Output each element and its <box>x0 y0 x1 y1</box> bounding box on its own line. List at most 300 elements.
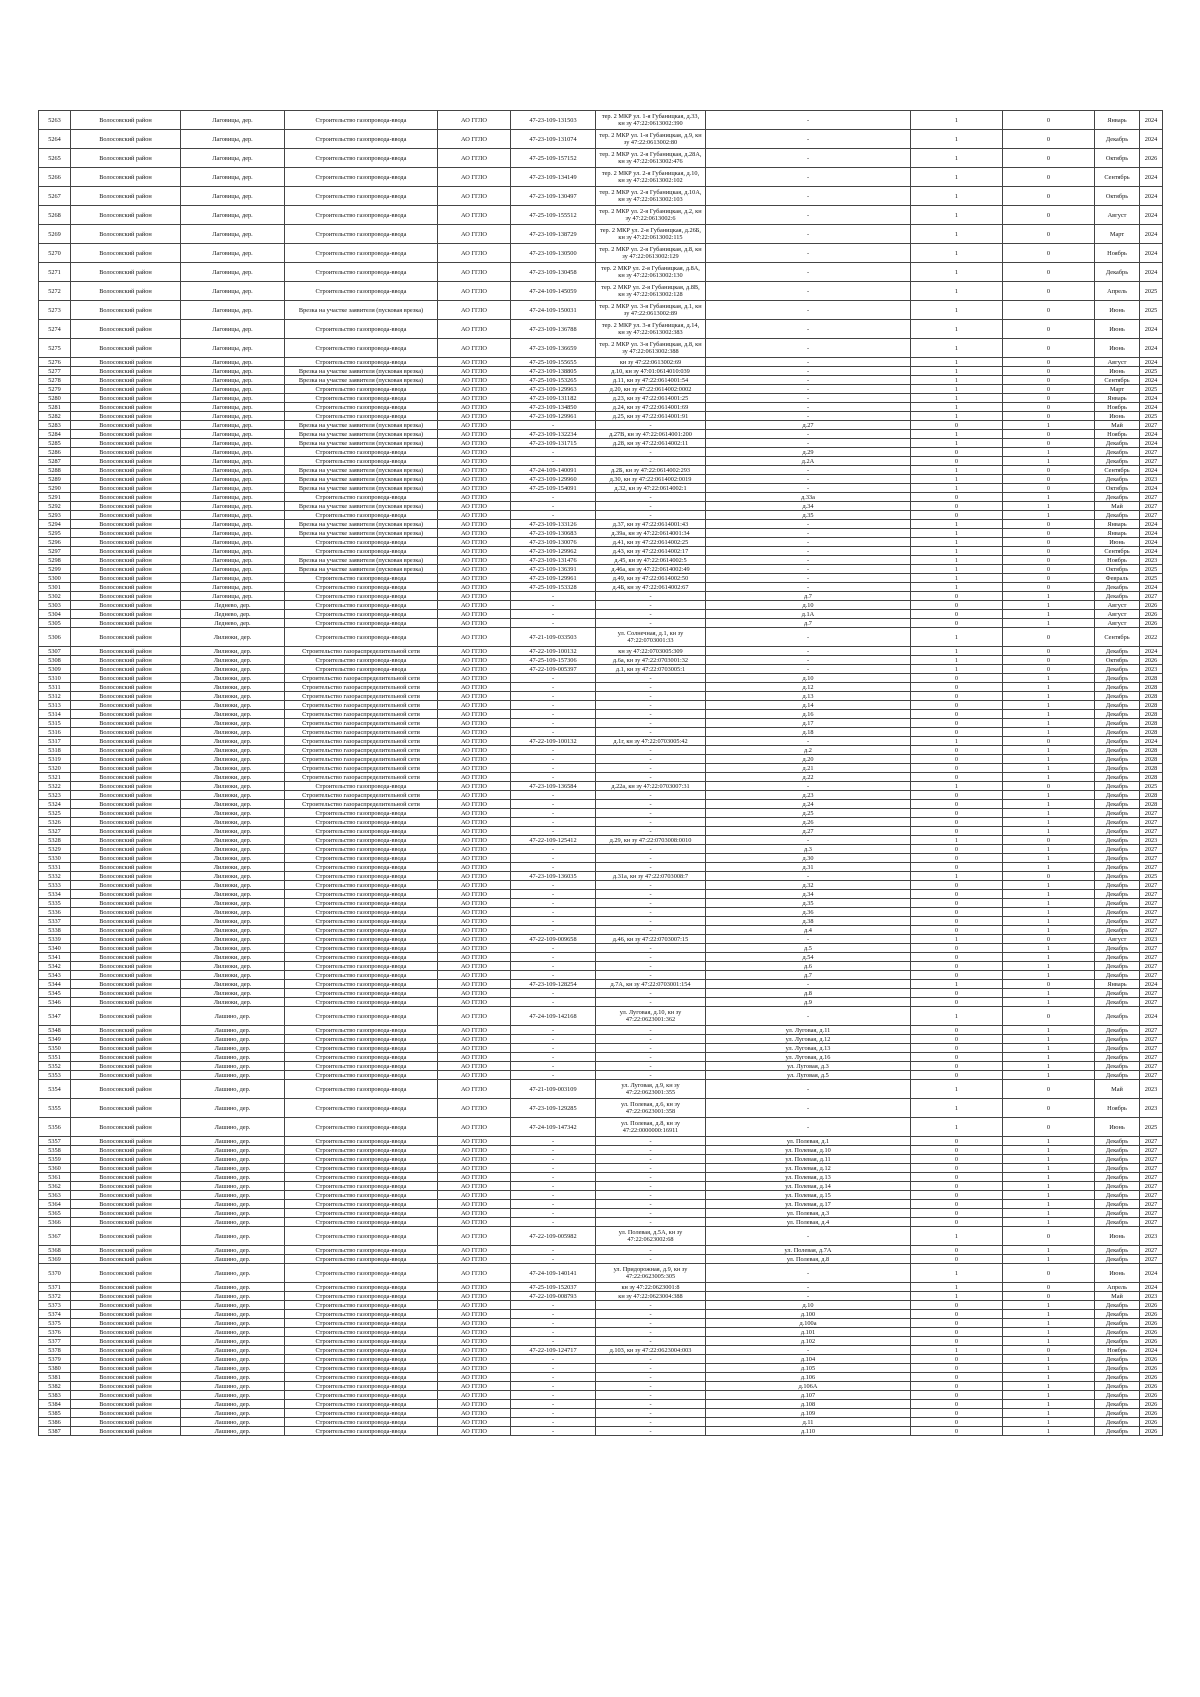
cadastral-address-cell: - <box>596 701 706 710</box>
settlement-cell: Лаговицы, дер. <box>181 547 285 556</box>
work-type-cell: Строительство газопровода-ввода <box>285 538 438 547</box>
row-number-cell: 5316 <box>39 728 71 737</box>
district-cell: Волосовский район <box>71 206 181 225</box>
application-number-cell: 47-25-109-157152 <box>511 149 596 168</box>
flag-b-cell: 0 <box>1003 529 1095 538</box>
flag-a-cell: 0 <box>911 1427 1003 1436</box>
month-cell: Декабрь <box>1095 1373 1140 1382</box>
row-number-cell: 5314 <box>39 710 71 719</box>
application-number-cell: - <box>511 926 596 935</box>
district-cell: Волосовский район <box>71 1255 181 1264</box>
month-cell: Сентябрь <box>1095 547 1140 556</box>
year-cell: 2026 <box>1140 619 1163 628</box>
row-number-cell: 5384 <box>39 1400 71 1409</box>
cadastral-address-cell: - <box>596 809 706 818</box>
cadastral-address-cell: кн зу 47:22:0623004:388 <box>596 1292 706 1301</box>
flag-a-cell: 1 <box>911 206 1003 225</box>
application-number-cell: - <box>511 701 596 710</box>
settlement-cell: Лилиоки, дер. <box>181 755 285 764</box>
district-cell: Волосовский район <box>71 1364 181 1373</box>
flag-a-cell: 1 <box>911 168 1003 187</box>
organization-cell: АО ГГЛО <box>438 683 511 692</box>
district-cell: Волосовский район <box>71 764 181 773</box>
row-number-cell: 5296 <box>39 538 71 547</box>
district-cell: Волосовский район <box>71 538 181 547</box>
flag-a-cell: 1 <box>911 665 1003 674</box>
application-number-cell: - <box>511 1053 596 1062</box>
settlement-cell: Лилиоки, дер. <box>181 863 285 872</box>
month-cell: Декабрь <box>1095 1218 1140 1227</box>
table-row <box>39 764 1163 773</box>
settlement-cell: Лашино, дер. <box>181 1283 285 1292</box>
cadastral-address-cell: д.103, кн зу 47:22:0623004:003 <box>596 1346 706 1355</box>
month-cell: Декабрь <box>1095 791 1140 800</box>
settlement-cell: Лашино, дер. <box>181 1191 285 1200</box>
cadastral-address-cell: - <box>596 944 706 953</box>
application-number-cell: - <box>511 448 596 457</box>
table-row <box>39 1292 1163 1301</box>
cadastral-address-cell: - <box>596 1164 706 1173</box>
flag-b-cell: 0 <box>1003 376 1095 385</box>
table-row <box>39 1035 1163 1044</box>
organization-cell: АО ГГЛО <box>438 168 511 187</box>
flag-b-cell: 1 <box>1003 1209 1095 1218</box>
work-type-cell: Строительство газопровода-ввода <box>285 1409 438 1418</box>
year-cell: 2027 <box>1140 1255 1163 1264</box>
year-cell: 2027 <box>1140 818 1163 827</box>
cadastral-address-cell: - <box>596 1155 706 1164</box>
flag-b-cell: 1 <box>1003 674 1095 683</box>
table-row <box>39 674 1163 683</box>
flag-a-cell: 0 <box>911 1400 1003 1409</box>
settlement-cell: Лаговицы, дер. <box>181 394 285 403</box>
table-row <box>39 403 1163 412</box>
application-number-cell: - <box>511 899 596 908</box>
table-row <box>39 863 1163 872</box>
work-type-cell: Строительство газопровода-ввода <box>285 854 438 863</box>
work-type-cell: Строительство газопровода-ввода <box>285 1227 438 1246</box>
address-cell: д.7 <box>706 592 911 601</box>
flag-a-cell: 1 <box>911 935 1003 944</box>
district-cell: Волосовский район <box>71 358 181 367</box>
cadastral-address-cell: - <box>596 800 706 809</box>
district-cell: Волосовский район <box>71 746 181 755</box>
flag-a-cell: 0 <box>911 1328 1003 1337</box>
month-cell: Декабрь <box>1095 917 1140 926</box>
settlement-cell: Лилиоки, дер. <box>181 809 285 818</box>
row-number-cell: 5333 <box>39 881 71 890</box>
organization-cell: АО ГГЛО <box>438 1218 511 1227</box>
organization-cell: АО ГГЛО <box>438 1373 511 1382</box>
row-number-cell: 5277 <box>39 367 71 376</box>
address-cell: - <box>706 376 911 385</box>
month-cell: Декабрь <box>1095 962 1140 971</box>
month-cell: Декабрь <box>1095 728 1140 737</box>
row-number-cell: 5324 <box>39 800 71 809</box>
organization-cell: АО ГГЛО <box>438 1227 511 1246</box>
table-row <box>39 457 1163 466</box>
flag-b-cell: 1 <box>1003 610 1095 619</box>
organization-cell: АО ГГЛО <box>438 412 511 421</box>
work-type-cell: Врезка на участке заявителя (пусковая врезка) <box>285 502 438 511</box>
month-cell: Февраль <box>1095 574 1140 583</box>
organization-cell: АО ГГЛО <box>438 755 511 764</box>
application-number-cell: - <box>511 755 596 764</box>
address-cell: д.11 <box>706 1418 911 1427</box>
settlement-cell: Лаговицы, дер. <box>181 130 285 149</box>
cadastral-address-cell: - <box>596 890 706 899</box>
month-cell: Декабрь <box>1095 809 1140 818</box>
flag-b-cell: 1 <box>1003 719 1095 728</box>
work-type-cell: Строительство газораспределительной сети <box>285 791 438 800</box>
application-number-cell: - <box>511 1373 596 1382</box>
settlement-cell: Лаговицы, дер. <box>181 149 285 168</box>
work-type-cell: Строительство газопровода-ввода <box>285 574 438 583</box>
flag-a-cell: 1 <box>911 466 1003 475</box>
table-row <box>39 149 1163 168</box>
table-row <box>39 791 1163 800</box>
district-cell: Волосовский район <box>71 1080 181 1099</box>
row-number-cell: 5381 <box>39 1373 71 1382</box>
flag-a-cell: 0 <box>911 989 1003 998</box>
table-row <box>39 917 1163 926</box>
flag-b-cell: 0 <box>1003 385 1095 394</box>
flag-b-cell: 1 <box>1003 1391 1095 1400</box>
row-number-cell: 5298 <box>39 556 71 565</box>
organization-cell: АО ГГЛО <box>438 1400 511 1409</box>
work-type-cell: Строительство газопровода-ввода <box>285 206 438 225</box>
cadastral-address-cell: - <box>596 1246 706 1255</box>
flag-a-cell: 0 <box>911 899 1003 908</box>
application-number-cell: - <box>511 971 596 980</box>
flag-b-cell: 0 <box>1003 1292 1095 1301</box>
table-row <box>39 1337 1163 1346</box>
district-cell: Волосовский район <box>71 845 181 854</box>
flag-b-cell: 1 <box>1003 448 1095 457</box>
cadastral-address-cell: - <box>596 1137 706 1146</box>
flag-a-cell: 0 <box>911 1191 1003 1200</box>
year-cell: 2027 <box>1140 1209 1163 1218</box>
work-type-cell: Строительство газопровода-ввода <box>285 187 438 206</box>
settlement-cell: Лашино, дер. <box>181 1146 285 1155</box>
month-cell: Май <box>1095 421 1140 430</box>
flag-a-cell: 0 <box>911 1364 1003 1373</box>
application-number-cell: 47-23-109-131503 <box>511 111 596 130</box>
organization-cell: АО ГГЛО <box>438 502 511 511</box>
flag-a-cell: 0 <box>911 854 1003 863</box>
settlement-cell: Лашино, дер. <box>181 1418 285 1427</box>
flag-a-cell: 0 <box>911 1255 1003 1264</box>
month-cell: Январь <box>1095 111 1140 130</box>
row-number-cell: 5295 <box>39 529 71 538</box>
month-cell: Декабрь <box>1095 701 1140 710</box>
flag-b-cell: 1 <box>1003 1337 1095 1346</box>
year-cell: 2026 <box>1140 1301 1163 1310</box>
flag-a-cell: 1 <box>911 385 1003 394</box>
district-cell: Волосовский район <box>71 719 181 728</box>
work-type-cell: Врезка на участке заявителя (пусковая врезка) <box>285 301 438 320</box>
organization-cell: АО ГГЛО <box>438 1292 511 1301</box>
year-cell: 2024 <box>1140 647 1163 656</box>
district-cell: Волосовский район <box>71 854 181 863</box>
table-row <box>39 1319 1163 1328</box>
address-cell: ул. Полевая, д.11 <box>706 1155 911 1164</box>
flag-b-cell: 1 <box>1003 773 1095 782</box>
row-number-cell: 5377 <box>39 1337 71 1346</box>
address-cell: ул. Полевая, д.12 <box>706 1164 911 1173</box>
flag-b-cell: 1 <box>1003 1218 1095 1227</box>
application-number-cell: 47-23-109-138805 <box>511 367 596 376</box>
application-number-cell: 47-23-109-132234 <box>511 430 596 439</box>
district-cell: Волосовский район <box>71 782 181 791</box>
application-number-cell: 47-25-109-153328 <box>511 583 596 592</box>
district-cell: Волосовский район <box>71 619 181 628</box>
table-row <box>39 899 1163 908</box>
work-type-cell: Строительство газопровода-ввода <box>285 1246 438 1255</box>
flag-a-cell: 1 <box>911 225 1003 244</box>
work-type-cell: Строительство газопровода-ввода <box>285 1209 438 1218</box>
table-row <box>39 1218 1163 1227</box>
work-type-cell: Врезка на участке заявителя (пусковая врезка) <box>285 529 438 538</box>
organization-cell: АО ГГЛО <box>438 206 511 225</box>
work-type-cell: Врезка на участке заявителя (пусковая врезка) <box>285 466 438 475</box>
month-cell: Август <box>1095 935 1140 944</box>
flag-a-cell: 0 <box>911 683 1003 692</box>
year-cell: 2024 <box>1140 320 1163 339</box>
row-number-cell: 5271 <box>39 263 71 282</box>
district-cell: Волосовский район <box>71 556 181 565</box>
flag-b-cell: 1 <box>1003 755 1095 764</box>
table-row <box>39 710 1163 719</box>
row-number-cell: 5375 <box>39 1319 71 1328</box>
year-cell: 2025 <box>1140 782 1163 791</box>
settlement-cell: Лашино, дер. <box>181 1382 285 1391</box>
month-cell: Ноябрь <box>1095 430 1140 439</box>
table-row <box>39 187 1163 206</box>
flag-a-cell: 1 <box>911 339 1003 358</box>
cadastral-address-cell: ул. Полевая, д.8, кн зу 47:22:0000000:16911 <box>596 1118 706 1137</box>
month-cell: Декабрь <box>1095 746 1140 755</box>
table-row <box>39 376 1163 385</box>
settlement-cell: Лаговицы, дер. <box>181 111 285 130</box>
cadastral-address-cell: тер. 2 МКР ул. 2-я Губаницкая, д.10, кн зу 47:22:0613002:102 <box>596 168 706 187</box>
application-number-cell: - <box>511 953 596 962</box>
flag-a-cell: 0 <box>911 998 1003 1007</box>
table-row <box>39 610 1163 619</box>
flag-b-cell: 1 <box>1003 457 1095 466</box>
flag-a-cell: 0 <box>911 502 1003 511</box>
address-cell: ул. Полевая, д.8 <box>706 1255 911 1264</box>
flag-b-cell: 0 <box>1003 565 1095 574</box>
address-cell: д.22 <box>706 773 911 782</box>
organization-cell: АО ГГЛО <box>438 1155 511 1164</box>
work-type-cell: Строительство газораспределительной сети <box>285 692 438 701</box>
organization-cell: АО ГГЛО <box>438 376 511 385</box>
application-number-cell: - <box>511 1255 596 1264</box>
month-cell: Декабрь <box>1095 836 1140 845</box>
work-type-cell: Строительство газопровода-ввода <box>285 782 438 791</box>
table-row <box>39 628 1163 647</box>
organization-cell: АО ГГЛО <box>438 538 511 547</box>
organization-cell: АО ГГЛО <box>438 1118 511 1137</box>
row-number-cell: 5287 <box>39 457 71 466</box>
row-number-cell: 5341 <box>39 953 71 962</box>
address-cell: д.29 <box>706 448 911 457</box>
flag-a-cell: 0 <box>911 1026 1003 1035</box>
year-cell: 2027 <box>1140 890 1163 899</box>
flag-b-cell: 1 <box>1003 800 1095 809</box>
year-cell: 2028 <box>1140 764 1163 773</box>
year-cell: 2027 <box>1140 917 1163 926</box>
cadastral-address-cell: - <box>596 1418 706 1427</box>
settlement-cell: Лашино, дер. <box>181 1337 285 1346</box>
work-type-cell: Строительство газопровода-ввода <box>285 1035 438 1044</box>
year-cell: 2027 <box>1140 827 1163 836</box>
settlement-cell: Лашино, дер. <box>181 1346 285 1355</box>
cadastral-address-cell: - <box>596 1400 706 1409</box>
flag-a-cell: 1 <box>911 520 1003 529</box>
flag-a-cell: 0 <box>911 710 1003 719</box>
year-cell: 2024 <box>1140 244 1163 263</box>
flag-b-cell: 0 <box>1003 1118 1095 1137</box>
year-cell: 2024 <box>1140 225 1163 244</box>
flag-a-cell: 1 <box>911 187 1003 206</box>
organization-cell: АО ГГЛО <box>438 1418 511 1427</box>
year-cell: 2027 <box>1140 511 1163 520</box>
settlement-cell: Лилиоки, дер. <box>181 980 285 989</box>
year-cell: 2027 <box>1140 899 1163 908</box>
application-number-cell: 47-23-109-131476 <box>511 556 596 565</box>
flag-b-cell: 0 <box>1003 647 1095 656</box>
work-type-cell: Строительство газопровода-ввода <box>285 282 438 301</box>
table-row <box>39 800 1163 809</box>
flag-a-cell: 0 <box>911 701 1003 710</box>
work-type-cell: Врезка на участке заявителя (пусковая врезка) <box>285 376 438 385</box>
settlement-cell: Лашино, дер. <box>181 1328 285 1337</box>
cadastral-address-cell: - <box>596 448 706 457</box>
application-number-cell: - <box>511 917 596 926</box>
organization-cell: АО ГГЛО <box>438 764 511 773</box>
year-cell: 2028 <box>1140 746 1163 755</box>
cadastral-address-cell: д.25, кн зу 47:22:0614001:91 <box>596 412 706 421</box>
cadastral-address-cell: д.20, кн зу 47:22:0614002:0002 <box>596 385 706 394</box>
month-cell: Декабрь <box>1095 800 1140 809</box>
flag-a-cell: 1 <box>911 1099 1003 1118</box>
address-cell: д.54 <box>706 953 911 962</box>
flag-b-cell: 0 <box>1003 358 1095 367</box>
organization-cell: АО ГГЛО <box>438 601 511 610</box>
month-cell: Март <box>1095 225 1140 244</box>
table-row <box>39 358 1163 367</box>
address-cell: - <box>706 358 911 367</box>
flag-b-cell: 1 <box>1003 746 1095 755</box>
flag-b-cell: 1 <box>1003 1182 1095 1191</box>
work-type-cell: Строительство газопровода-ввода <box>285 809 438 818</box>
settlement-cell: Лашино, дер. <box>181 1264 285 1283</box>
row-number-cell: 5310 <box>39 674 71 683</box>
year-cell: 2027 <box>1140 1182 1163 1191</box>
address-cell: д.33а <box>706 493 911 502</box>
application-number-cell: - <box>511 493 596 502</box>
address-cell: д.32 <box>706 881 911 890</box>
month-cell: Декабрь <box>1095 583 1140 592</box>
row-number-cell: 5362 <box>39 1182 71 1191</box>
month-cell: Декабрь <box>1095 1301 1140 1310</box>
row-number-cell: 5374 <box>39 1310 71 1319</box>
address-cell: д.109 <box>706 1409 911 1418</box>
work-type-cell: Строительство газопровода-ввода <box>285 1418 438 1427</box>
application-number-cell: 47-23-109-130683 <box>511 529 596 538</box>
application-number-cell: 47-23-109-130458 <box>511 263 596 282</box>
work-type-cell: Строительство газопровода-ввода <box>285 1164 438 1173</box>
flag-a-cell: 0 <box>911 818 1003 827</box>
work-type-cell: Строительство газопровода-ввода <box>285 935 438 944</box>
row-number-cell: 5357 <box>39 1137 71 1146</box>
month-cell: Декабрь <box>1095 511 1140 520</box>
application-number-cell: 47-23-109-136391 <box>511 565 596 574</box>
address-cell: д.8 <box>706 989 911 998</box>
cadastral-address-cell: - <box>596 746 706 755</box>
row-number-cell: 5360 <box>39 1164 71 1173</box>
flag-b-cell: 0 <box>1003 439 1095 448</box>
work-type-cell: Врезка на участке заявителя (пусковая врезка) <box>285 475 438 484</box>
organization-cell: АО ГГЛО <box>438 111 511 130</box>
application-number-cell: - <box>511 502 596 511</box>
work-type-cell: Строительство газопровода-ввода <box>285 412 438 421</box>
table-row <box>39 1255 1163 1264</box>
month-cell: Август <box>1095 601 1140 610</box>
work-type-cell: Строительство газопровода-ввода <box>285 628 438 647</box>
row-number-cell: 5352 <box>39 1062 71 1071</box>
flag-a-cell: 0 <box>911 1035 1003 1044</box>
row-number-cell: 5303 <box>39 601 71 610</box>
district-cell: Волосовский район <box>71 385 181 394</box>
organization-cell: АО ГГЛО <box>438 511 511 520</box>
table-row <box>39 1137 1163 1146</box>
table-row <box>39 1283 1163 1292</box>
year-cell: 2024 <box>1140 403 1163 412</box>
flag-a-cell: 1 <box>911 565 1003 574</box>
table-row <box>39 1227 1163 1246</box>
table-row <box>39 574 1163 583</box>
application-number-cell: - <box>511 1355 596 1364</box>
cadastral-address-cell: - <box>596 1319 706 1328</box>
year-cell: 2027 <box>1140 926 1163 935</box>
organization-cell: АО ГГЛО <box>438 863 511 872</box>
settlement-cell: Лашино, дер. <box>181 1182 285 1191</box>
table-row <box>39 1173 1163 1182</box>
flag-a-cell: 0 <box>911 1382 1003 1391</box>
work-type-cell: Строительство газопровода-ввода <box>285 1044 438 1053</box>
year-cell: 2027 <box>1140 1026 1163 1035</box>
organization-cell: АО ГГЛО <box>438 1062 511 1071</box>
cadastral-address-cell: тер. 2 МКР ул. 3-я Губаницкая, д.14, кн зу 47:22:0613002:383 <box>596 320 706 339</box>
year-cell: 2023 <box>1140 1292 1163 1301</box>
table-row <box>39 592 1163 601</box>
application-number-cell: - <box>511 818 596 827</box>
year-cell: 2026 <box>1140 1355 1163 1364</box>
settlement-cell: Лашино, дер. <box>181 1409 285 1418</box>
cadastral-address-cell: - <box>596 1200 706 1209</box>
district-cell: Волосовский район <box>71 908 181 917</box>
flag-b-cell: 1 <box>1003 728 1095 737</box>
settlement-cell: Лаговицы, дер. <box>181 556 285 565</box>
table-row <box>39 1118 1163 1137</box>
work-type-cell: Строительство газопровода-ввода <box>285 320 438 339</box>
address-cell: - <box>706 1283 911 1292</box>
application-number-cell: 47-23-109-134850 <box>511 403 596 412</box>
flag-a-cell: 1 <box>911 647 1003 656</box>
